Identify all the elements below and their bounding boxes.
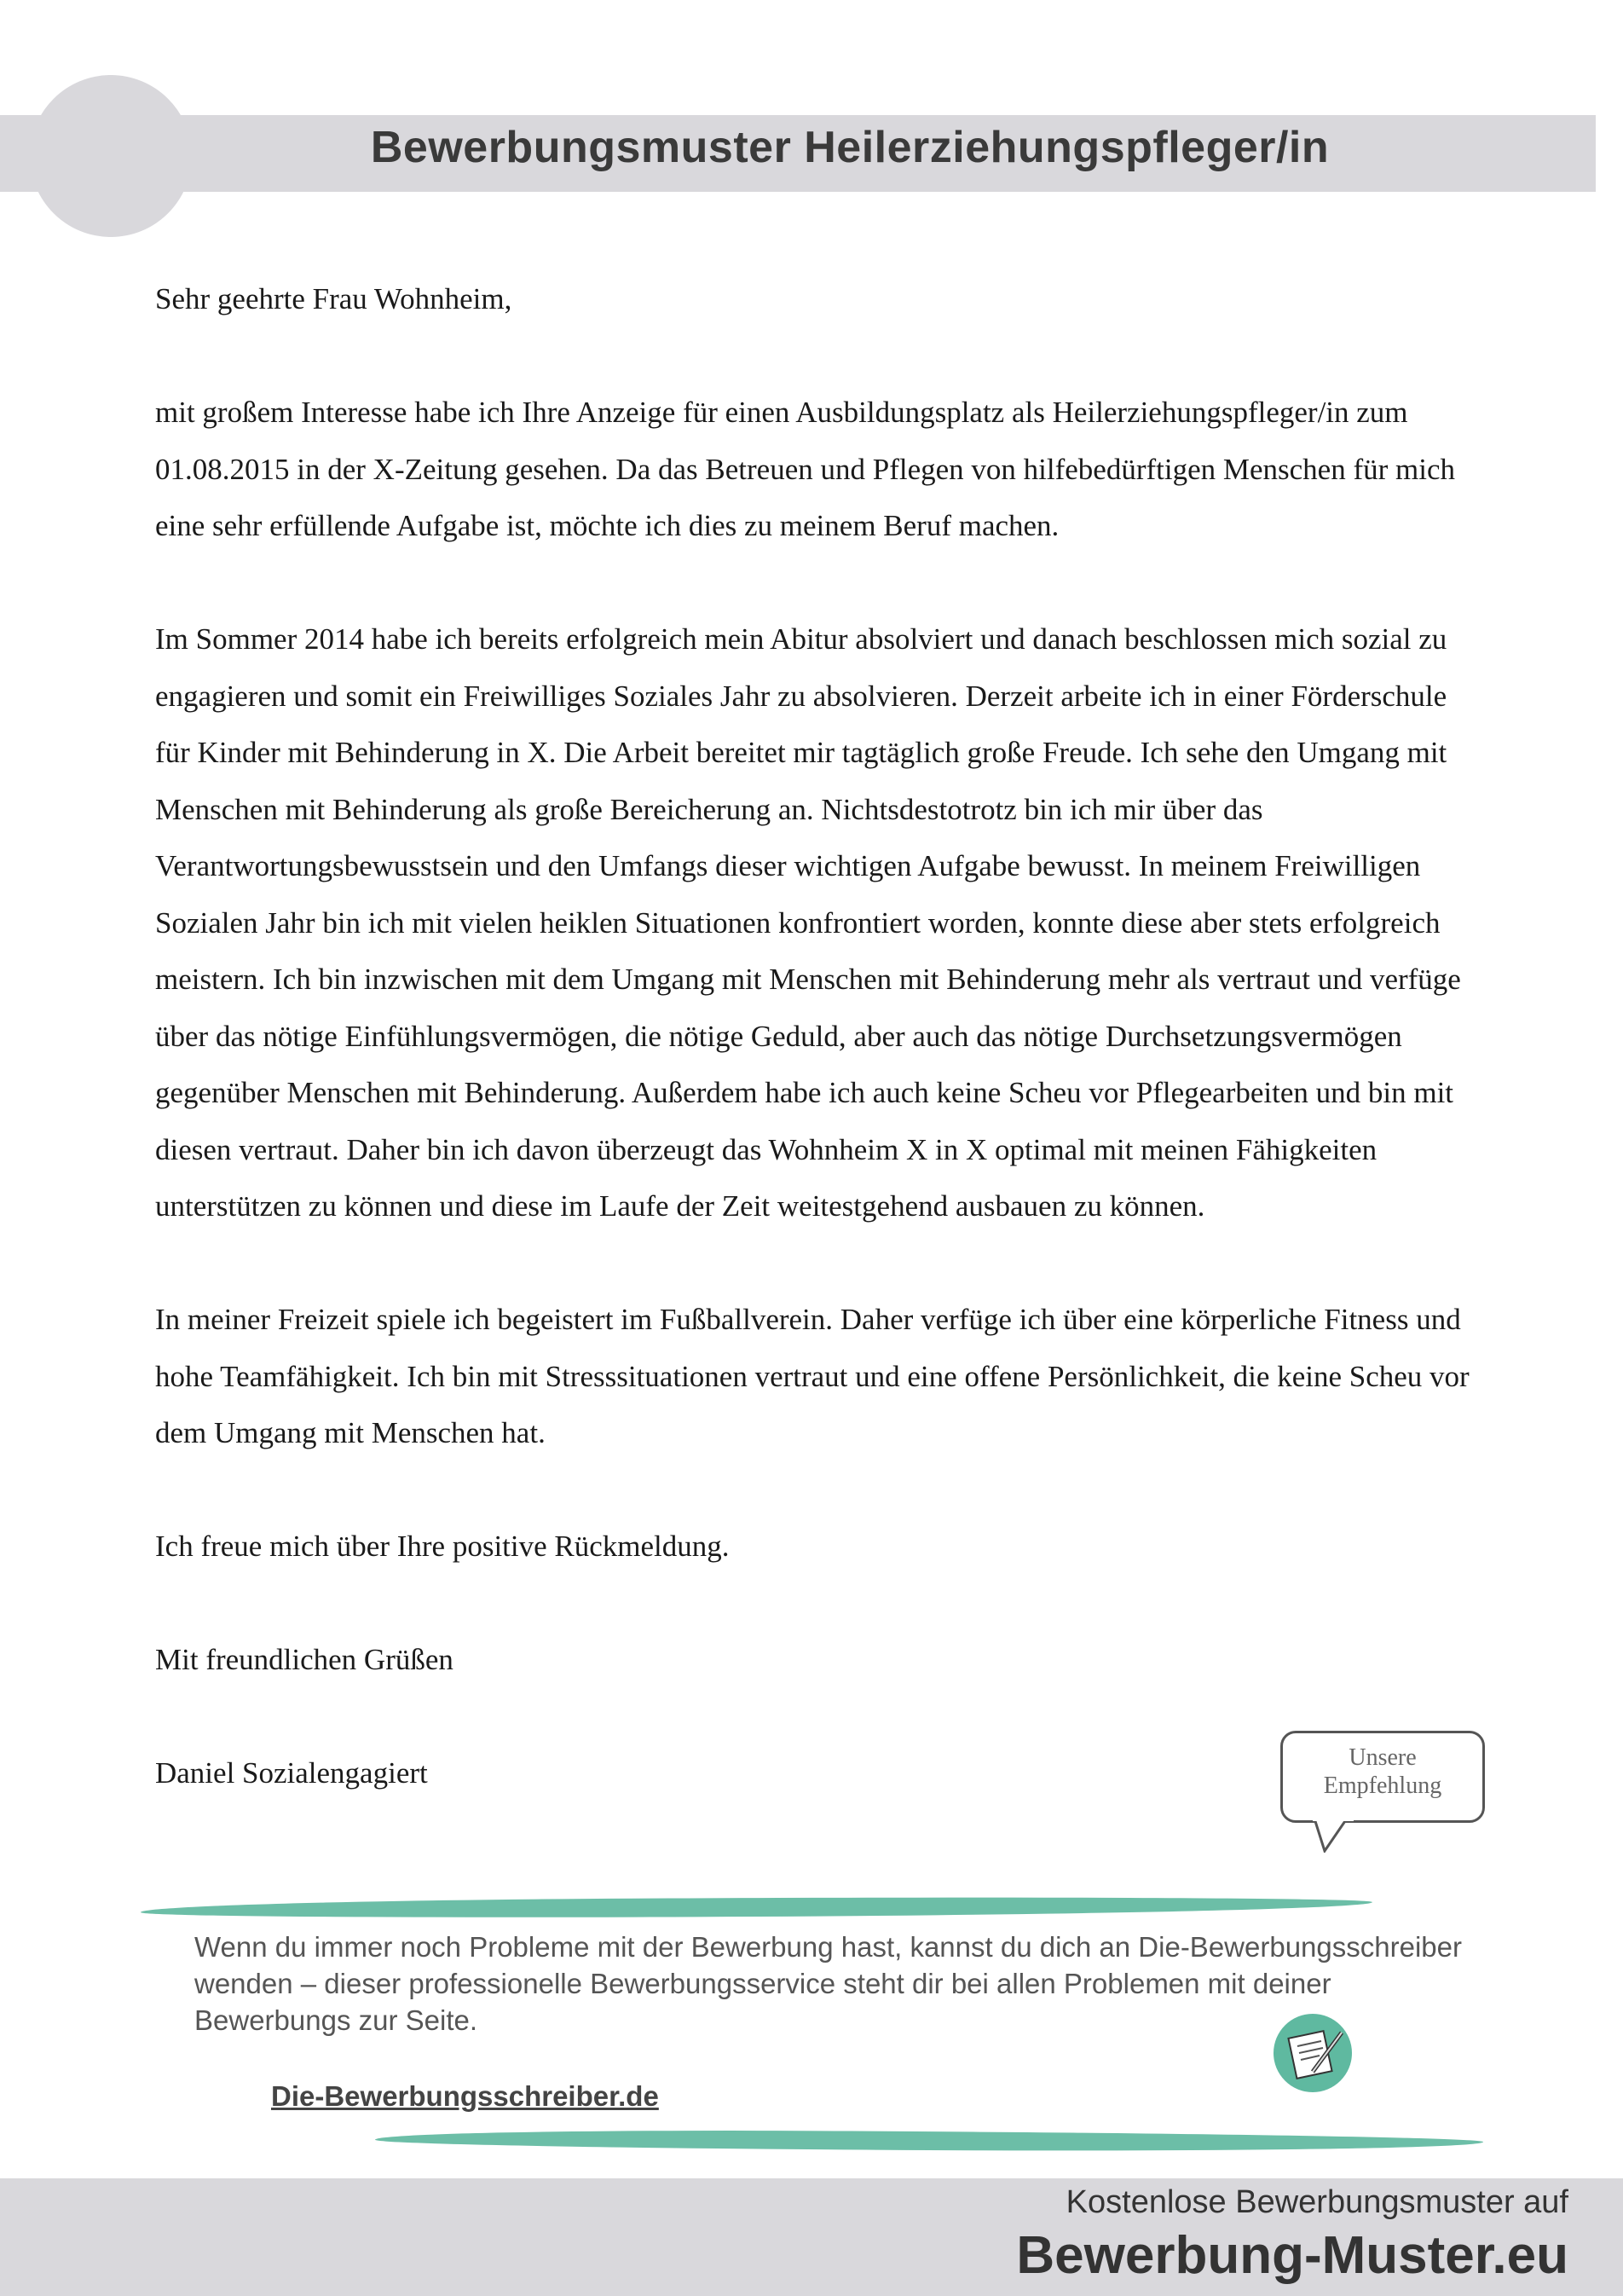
footer-tagline: Kostenlose Bewerbungsmuster auf: [1066, 2184, 1568, 2220]
speech-bubble-tail-icon: [1313, 1819, 1355, 1853]
recommendation-line-1: Unsere: [1349, 1744, 1417, 1771]
brush-stroke-bottom: [375, 2129, 1483, 2154]
recommendation-bubble: [1280, 1731, 1485, 1823]
letter-paragraph-3: In meiner Freizeit spiele ich begeistert im Fußballverein. Daher verfüge ich über eine körperliche Fitness und hohe Teamfähigkeit. Ich bin mit Stresssituationen vertraut und eine offene Persönlichkeit, die keine Scheu vor dem Umgang mit Menschen hat.: [155, 1303, 1470, 1449]
letter-body: [155, 271, 1485, 1859]
letter-paragraph-2: Im Sommer 2014 habe ich bereits erfolgreich mein Abitur absolviert und danach beschlossen mich sozial zu engagieren und somit ein Freiwilliges Soziales Jahr zu absolvieren. Derzeit arbeite ich in einer Förderschule für Kinder mit Behinderung in X. Die Arbeit bereitet mir tagtäglich große Freude. Ich sehe den Umgang mit Menschen mit Behinderung als große Bereicherung an. Nichtsdestotrotz bin ich mir über das Verantwortungsbewusstsein und den Umfangs dieser wichtigen Aufgabe bewusst. In meinem Freiwilligen Sozialen Jahr bin ich mit vielen heiklen Situationen konfrontiert worden, konnte diese aber stets erfolgreich meistern. Ich bin inzwischen mit dem Umgang mit Menschen mit Behinderung mehr als vertraut und verfüge über das nötige Einfühlungsvermögen, die nötige Geduld, aber auch das nötige Durchsetzungsvermögen gegenüber Menschen mit Behinderung. Außerdem habe ich auch keine Scheu vor Pflegearbeiten und bin mit diesen vertraut. Daher bin ich davon überzeugt das Wohnheim X in X optimal mit meinen Fähigkeiten unterstützen zu können und diese im Laufe der Zeit weitestgehend ausbauen zu können.: [155, 622, 1461, 1223]
letter-signature: Daniel Sozialengagiert: [155, 1756, 428, 1790]
letter-closing: Mit freundlichen Grüßen: [155, 1643, 453, 1676]
letter-paragraph-1: mit großem Interesse habe ich Ihre Anzeige für einen Ausbildungsplatz als Heilerziehungspfleger/in zum 01.08.2015 in der X-Zeitung gesehen. Da das Betreuen und Pflegen von hilfebedürftigen Menschen für mich eine sehr erfüllende Aufgabe ist, möchte ich dies zu meinem Beruf machen.: [155, 396, 1455, 542]
letter-salutation: Sehr geehrte Frau Wohnheim,: [155, 282, 512, 315]
document-pen-icon: [1272, 2012, 1354, 2094]
bewerbungsschreiber-link[interactable]: Die-Bewerbungsschreiber.de: [271, 2080, 659, 2112]
brush-stroke-top: [141, 1894, 1372, 1920]
promo-text: Wenn du immer noch Probleme mit der Bewerbung hast, kannst du dich an Die-Bewerbungsschreiber wenden – dieser professionelle Bewerbungsservice steht dir bei allen Problemen mit deiner Bewerbungs zur Seite.: [194, 1931, 1462, 2036]
footer-site-name: Bewerbung-Muster.eu: [1016, 2226, 1568, 2285]
recommendation-line-2: Empfehlung: [1323, 1773, 1442, 1799]
page-title: Bewerbungsmuster Heilerziehungspfleger/in: [370, 123, 1330, 172]
letter-paragraph-4: Ich freue mich über Ihre positive Rückmeldung.: [155, 1530, 730, 1563]
